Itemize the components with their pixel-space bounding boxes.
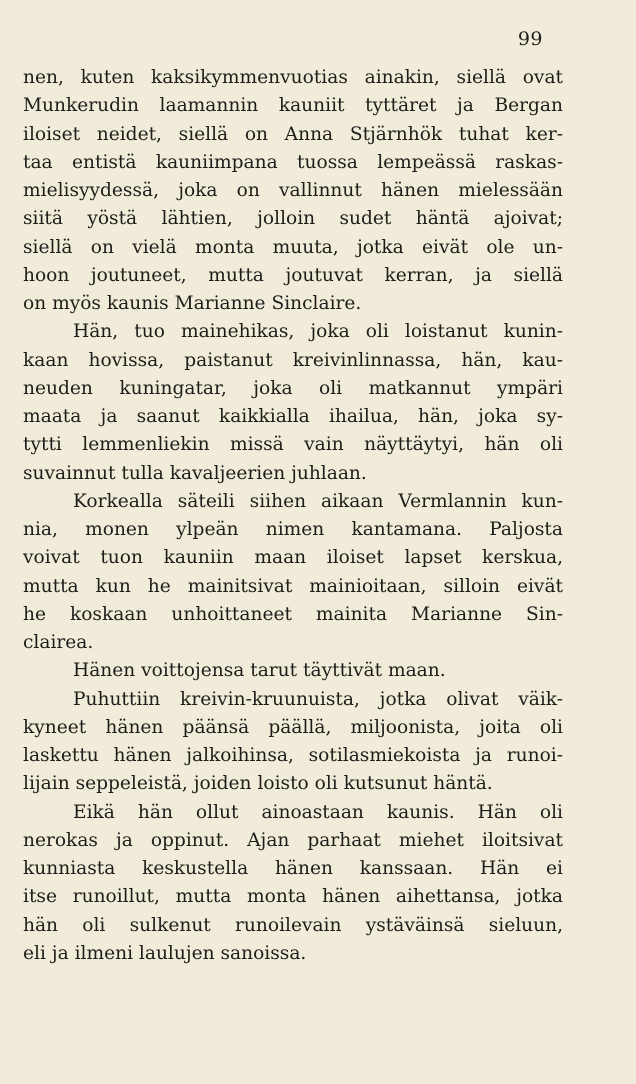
text-line: taa entistä kauniimpana tuossa lempeässä raskas- (23, 151, 563, 173)
text-line: clairea. (23, 632, 94, 653)
text-line: Hänen voittojensa tarut täyttivät maan. (73, 660, 446, 682)
text-line: mutta kun he mainitsivat mainioitaan, silloin eivät (23, 575, 563, 597)
paragraph (23, 657, 563, 685)
text-line: mielisyydessä, joka on vallinnut hänen mielessään (23, 180, 563, 201)
text-line: nen, kuten kaksikymmenvuotias ainakin, siellä ovat (23, 67, 563, 88)
text-line: voivat tuon kauniin maan iloiset lapset kerskua, (23, 547, 563, 569)
text-line: itse runoillut, mutta monta hänen aihettansa, jotka (23, 886, 563, 908)
text-line: Korkealla säteili siihen aikaan Vermlannin kun- (73, 490, 563, 512)
text-line: kunniasta keskustella hänen kanssaan. Hän ei (23, 858, 563, 879)
text-line: kyneet hänen päänsä päällä, miljoonista, joita oli (23, 716, 563, 738)
text-line: on myös kaunis Marianne Sinclaire. (23, 293, 362, 314)
text-line: eli ja ilmeni laulujen sanoissa. (23, 942, 307, 964)
text-line: iloiset neidet, siellä on Anna Stjärnhök tuhat ker- (23, 123, 563, 145)
text-line: nerokas ja oppinut. Ajan parhaat miehet iloitsivat (23, 829, 563, 851)
text-line: neuden kuningatar, joka oli matkannut ympäri (23, 377, 563, 399)
text-line: nia, monen ylpeän nimen kantamana. Paljosta (23, 519, 563, 540)
text-line: hän oli sulkenut runoilevain ystäväinsä sieluun, (23, 914, 563, 936)
text-line: he koskaan unhoittaneet mainita Marianne Sin- (23, 603, 563, 625)
text-line: siitä yöstä lähtien, jolloin sudet häntä ajoivat; (23, 208, 563, 230)
text-line: lijain seppeleistä, joiden loisto oli kutsunut häntä. (23, 773, 493, 795)
text-line: Puhuttiin kreivin-kruunuista, jotka olivat väik- (73, 688, 563, 710)
text-line: Eikä hän ollut ainoastaan kaunis. Hän oli (73, 801, 563, 823)
paragraph (23, 686, 563, 799)
text-line: suvainnut tulla kavaljeerien juhlaan. (23, 462, 367, 484)
page-number: 99 (517, 28, 543, 50)
paragraph (23, 488, 563, 658)
text-line: siellä on vielä monta muuta, jotka eivät ole un- (23, 236, 563, 258)
paragraph (23, 799, 563, 969)
text-line: maata ja saanut kaikkialla ihailua, hän, joka sy- (23, 406, 563, 427)
body-text (23, 64, 563, 968)
text-line: tytti lemmenliekin missä vain näyttäytyi, hän oli (23, 434, 563, 456)
text-line: kaan hovissa, paistanut kreivinlinnassa, hän, kau- (23, 349, 563, 371)
text-line: Munkerudin laamannin kauniit tyttäret ja Bergan (23, 95, 563, 117)
text-line: hoon joutuneet, mutta joutuvat kerran, ja siellä (23, 264, 563, 286)
text-line: laskettu hänen jalkoihinsa, sotilasmiekoista ja runoi- (23, 745, 563, 766)
text-line: Hän, tuo mainehikas, joka oli loistanut kunin- (73, 321, 563, 343)
paragraph (23, 64, 563, 318)
paragraph (23, 318, 563, 488)
